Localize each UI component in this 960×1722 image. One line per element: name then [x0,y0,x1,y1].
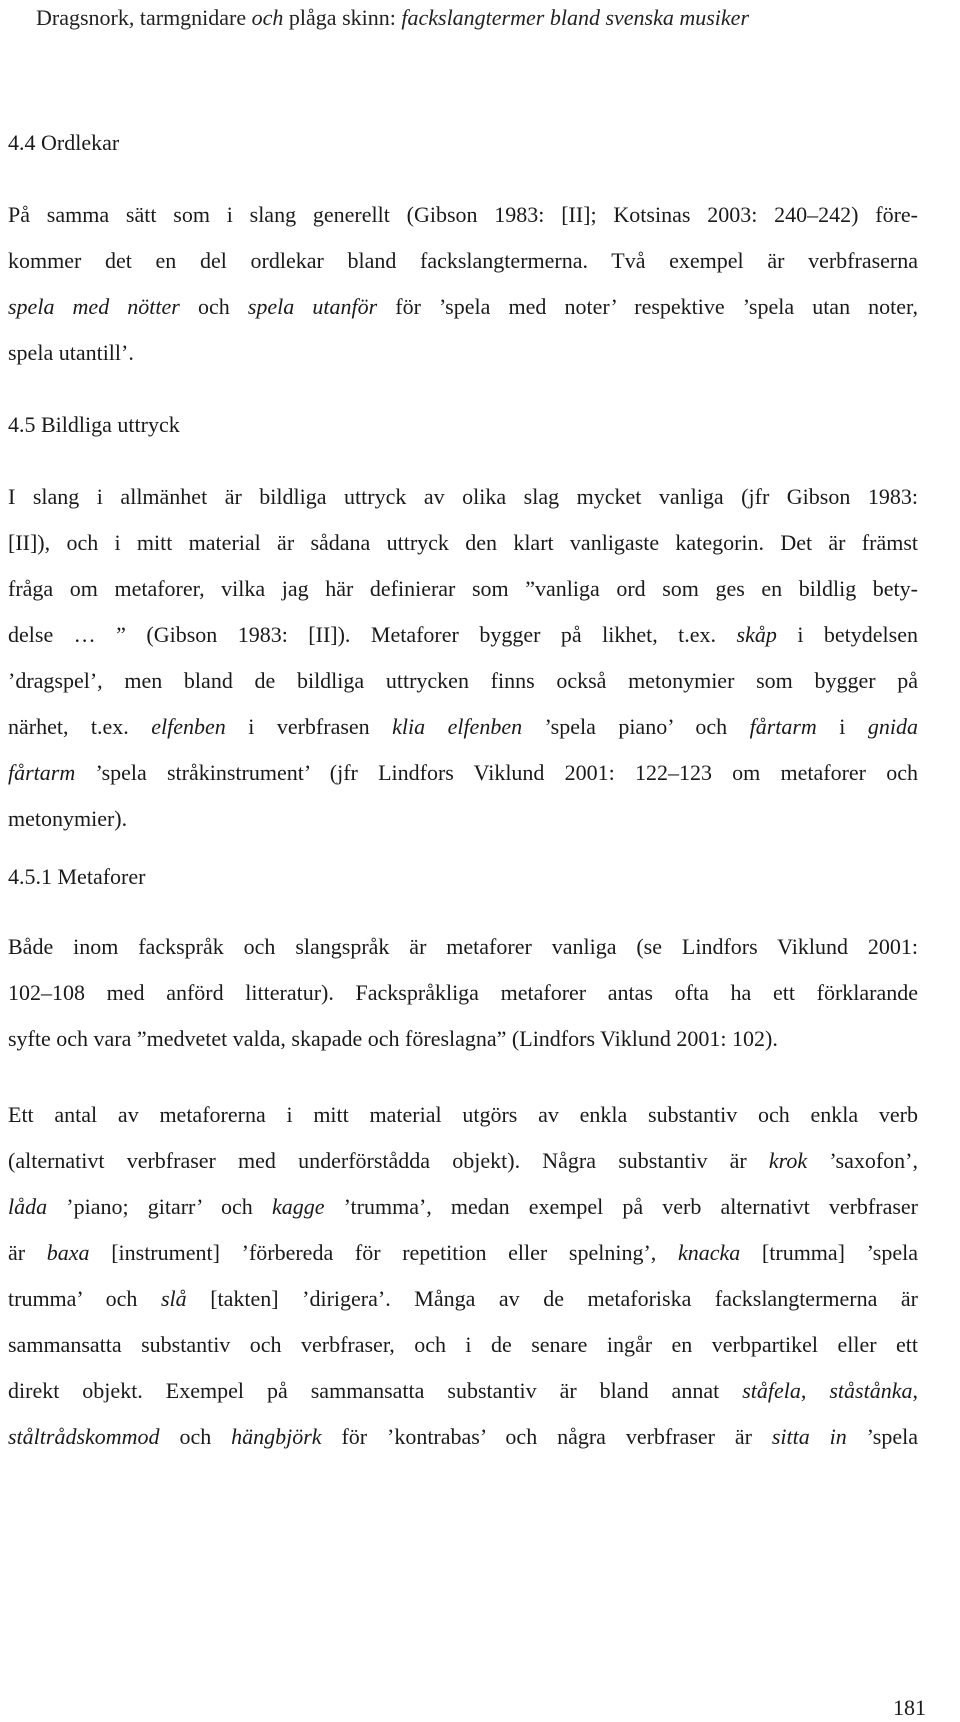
text-run: för ’spela med noter’ respektive ’spela utan noter, [377,294,919,319]
text-line [8,750,918,796]
italic-term: gnida [867,714,918,739]
text-line [8,704,918,750]
text-line [8,284,918,330]
text-line: Ett antal av metaforerna i mitt material utgörs av enkla substantiv och enkla verb [8,1102,918,1127]
section-4-5-1-title: 4.5.1 Metaforer [8,864,146,889]
text-run: i verbfrasen [225,714,393,739]
text-run: , [912,1378,918,1403]
italic-term: klia elfenben [392,714,523,739]
italic-term: knacka [677,1240,741,1265]
text-line: metonymier). [8,806,128,831]
italic-term: elfenben [151,714,226,739]
text-line [8,612,918,658]
italic-term: baxa [46,1240,90,1265]
text-run: i [816,714,868,739]
italic-term: spela med nötter [8,294,180,319]
text-run: i betydelsen [776,622,918,647]
running-header [36,4,936,32]
section-4-5-1-paragraph-1 [8,924,918,1062]
italic-term: kagge [271,1194,325,1219]
header-text-1: Dragsnork, tarmgnidare [36,5,252,30]
text-run: [instrument] ’förbereda för repetition eller spelning’, [89,1240,678,1265]
header-text-2: och [251,5,284,30]
italic-term: ståfela [742,1378,801,1403]
header-text-4: fackslangtermer bland svenska musiker [401,5,750,30]
section-4-4-title: 4.4 Ordlekar [8,130,120,155]
text-line: I slang i allmänhet är bildliga uttryck av olika slag mycket vanliga (jfr Gibson 1983: [8,484,918,509]
text-run: ’piano; gitarr’ och [47,1194,272,1219]
italic-term: slå [160,1286,187,1311]
section-4-4-paragraph [8,192,918,376]
section-4-5-paragraph [8,474,918,842]
text-run: direkt objekt. Exempel på sammansatta substantiv är bland annat [8,1378,743,1403]
section-4-5-1-paragraph-2 [8,1092,918,1460]
italic-term: fårtarm [749,714,817,739]
text-line [8,1276,918,1322]
text-line: fråga om metaforer, vilka jag här definierar som ”vanliga ord som ges en bildlig bety- [8,576,918,601]
text-line [8,1230,918,1276]
text-line: 102–108 med anförd litteratur). Fackspråkliga metaforer antas ofta ha ett förklarande [8,980,918,1005]
text-run: [takten] ’dirigera’. Många av de metaforiska fackslangtermerna är [186,1286,918,1311]
text-line: På samma sätt som i slang generellt (Gibson 1983: [II]; Kotsinas 2003: 240–242) före- [8,202,918,227]
italic-term: låda [8,1194,48,1219]
text-run: [trumma] ’spela [740,1240,918,1265]
text-run: ’trumma’, medan exempel på verb alternativt verbfraser [324,1194,919,1219]
text-line [8,1184,918,1230]
italic-term: ståltrådskommod [8,1424,160,1449]
text-line: kommer det en del ordlekar bland fackslangtermerna. Två exempel är verbfraserna [8,248,918,273]
italic-term: skåp [736,622,777,647]
text-run: (alternativt verbfraser med underförstådda objekt). Några substantiv är [8,1148,769,1173]
text-run: är [8,1240,47,1265]
italic-term: hängbjörk [231,1424,322,1449]
text-line [8,1138,918,1184]
text-line: Både inom fackspråk och slangspråk är metaforer vanliga (se Lindfors Viklund 2001: [8,934,918,959]
text-run: delse … ” (Gibson 1983: [II]). Metaforer bygger på likhet, t.ex. [8,622,737,647]
text-run: ’spela [846,1424,918,1449]
italic-term: krok [768,1148,808,1173]
text-run: för ’kontrabas’ och några verbfraser är [321,1424,772,1449]
italic-term: sitta in [771,1424,847,1449]
text-run: och [159,1424,232,1449]
text-line: ’dragspel’, men bland de bildliga uttrycken finns också metonymier som bygger på [8,668,918,693]
text-line [8,1414,918,1460]
header-text-3: plåga skinn: [283,5,402,30]
text-line: spela utantill’. [8,340,134,365]
text-run: ’spela piano’ och [522,714,750,739]
text-line: syfte och vara ”medvetet valda, skapade och föreslagna” (Lindfors Viklund 2001: 102). [8,1026,778,1051]
text-run: ’spela stråkinstrument’ (jfr Lindfors Viklund 2001: 122–123 om metaforer och [75,760,918,785]
text-run: , [800,1378,830,1403]
italic-term: spela utanför [247,294,378,319]
text-run: trumma’ och [8,1286,161,1311]
text-run: närhet, t.ex. [8,714,152,739]
text-run: och [179,294,248,319]
text-line: [II]), och i mitt material är sådana uttryck den klart vanligaste kategorin. Det är främst [8,530,918,555]
text-line [8,1368,918,1414]
section-4-5-title: 4.5 Bildliga uttryck [8,412,180,437]
italic-term: ståstånka [829,1378,913,1403]
italic-term: fårtarm [8,760,76,785]
text-line: sammansatta substantiv och verbfraser, och i de senare ingår en verbpartikel eller ett [8,1332,918,1357]
page-number: 181 [893,1695,926,1720]
text-run: ’saxofon’, [807,1148,918,1173]
